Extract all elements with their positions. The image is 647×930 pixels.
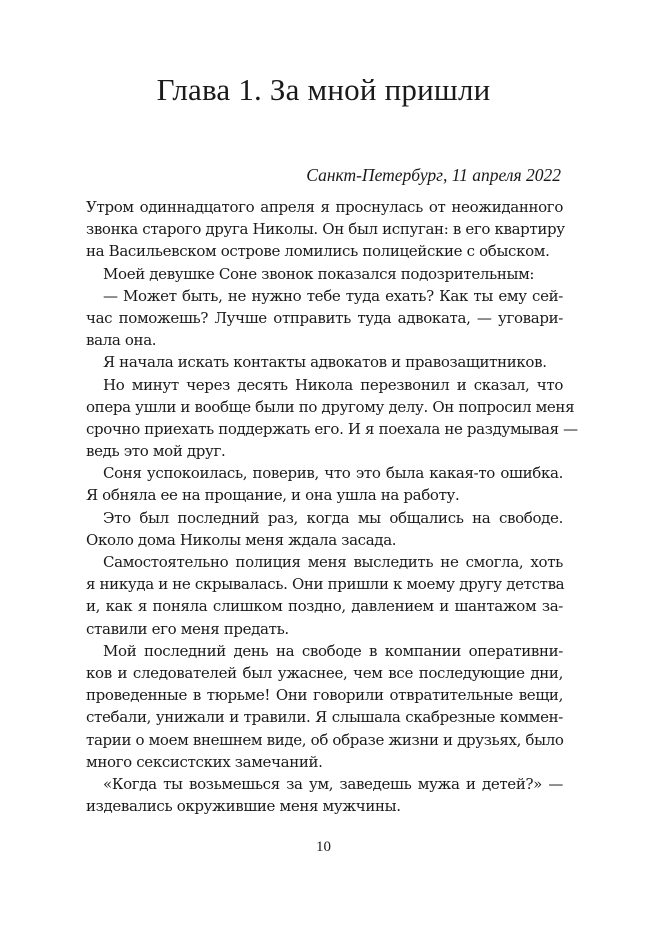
text-line: издевались окружившие меня мужчины. bbox=[86, 797, 401, 816]
text-line: Самостоятельно полиция меня выследить не смогла, хоть bbox=[103, 553, 563, 571]
text-line: проведенные в тюрьме! Они говорили отвратительные вещи, bbox=[86, 686, 563, 705]
text-line: Утром одиннадцатого апреля я проснулась от неожиданного bbox=[86, 198, 563, 216]
text-line: Но минут через десять Никола перезвонил и сказал, что bbox=[103, 375, 563, 394]
text-line: вала она. bbox=[86, 331, 157, 350]
dateline: Санкт-Петербург, 11 апреля 2022 bbox=[306, 165, 561, 185]
text-line: много сексистских замечаний. bbox=[86, 752, 323, 771]
text-line: на Васильевском острове ломились полицейские с обыском. bbox=[86, 242, 550, 261]
text-line: стебали, унижали и травили. Я слышала скабрезные коммен- bbox=[86, 708, 563, 727]
text-line: Мой последний день на свободе в компании оперативни- bbox=[103, 641, 563, 660]
text-line: Это был последний раз, когда мы общались на свободе. bbox=[103, 508, 563, 527]
text-line: Я обняла ее на прощание, и она ушла на работу. bbox=[86, 486, 460, 505]
text-line: ставили его меня предать. bbox=[86, 619, 289, 638]
body-text bbox=[86, 196, 578, 817]
text-line: и, как я поняла слишком поздно, давлением и шантажом за- bbox=[86, 597, 563, 616]
text-line: Соня успокоилась, поверив, что это была какая-то ошибка. bbox=[103, 464, 563, 483]
text-line: звонка старого друга Николы. Он был испуган: в его квартиру bbox=[86, 220, 565, 239]
text-line: час поможешь? Лучше отправить туда адвоката, — уговари- bbox=[86, 308, 563, 327]
text-line: ведь это мой друг. bbox=[86, 442, 226, 461]
text-line: срочно приехать поддержать его. И я поехала не раздумывая — bbox=[86, 419, 578, 438]
chapter-title: Глава 1. За мной пришли bbox=[156, 72, 491, 107]
text-line: ков и следователей был ужаснее, чем все последующие дни, bbox=[86, 663, 563, 682]
text-line: Около дома Николы меня ждала засада. bbox=[86, 530, 397, 549]
page-number: 10 bbox=[316, 839, 331, 855]
text-line: Моей девушке Соне звонок показался подозрительным: bbox=[103, 264, 535, 283]
text-line: я никуда и не скрывалась. Они пришли к моему другу детства bbox=[86, 575, 565, 594]
text-line: тарии о моем внешнем виде, об образе жизни и друзьях, было bbox=[86, 730, 564, 749]
text-line: — Может быть, не нужно тебе туда ехать? Как ты ему сей- bbox=[103, 286, 563, 305]
text-line: Я начала искать контакты адвокатов и правозащитников. bbox=[103, 353, 547, 372]
text-line: «Когда ты возьмешься за ум, заведешь мужа и детей?» — bbox=[103, 774, 563, 793]
text-line: опера ушли и вообще были по другому делу. Он попросил меня bbox=[86, 397, 575, 416]
